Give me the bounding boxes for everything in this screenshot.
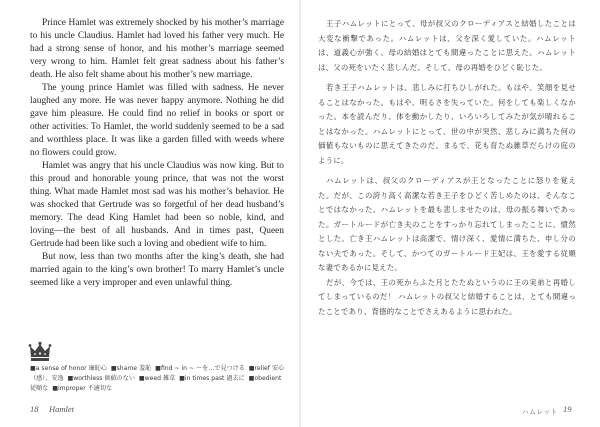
english-paragraph: But now, less than two months after the king’s death, she had married again to the king’s own brother! To marry Hamlet’s uncle seemed like a very improper and even unlawful thing. bbox=[30, 252, 284, 288]
glossary-meaning: 従順な bbox=[30, 385, 49, 392]
glossary-meaning: 廉恥心 bbox=[88, 365, 107, 372]
page-number-right: 19 bbox=[563, 404, 572, 414]
glossary-item bbox=[67, 375, 135, 382]
running-title-right: ハムレット bbox=[522, 408, 558, 416]
glossary-item bbox=[111, 365, 151, 372]
glossary-item bbox=[179, 375, 245, 382]
glossary-meaning: 不適切な bbox=[87, 385, 113, 392]
english-paragraph: Prince Hamlet was extremely shocked by his mother’s marriage to his uncle Claudius. Hamlet had loved his father very much. He had a strong sense of honor, and his mother’s marriage seemed very wrong to him. Hamlet felt great sadness about his father’s death. He also felt shame about his mother’s new marriage. bbox=[30, 18, 284, 80]
glossary-meaning: 雑草 bbox=[163, 375, 176, 382]
glossary-term: worthless bbox=[73, 375, 103, 382]
glossary-item bbox=[30, 365, 107, 372]
english-paragraph: The young prince Hamlet was filled with sadness. He never laughed any more. He was never happy anymore. Nothing he did gave him pleasure. He could find no relief in books or sport or other activities. To Hamlet, the world suddenly seemed to be a sad and worthless place. It was like a garden filled with weeds where no flowers could grow. bbox=[30, 83, 284, 158]
glossary-meaning: 〜を…で見つける bbox=[196, 365, 245, 372]
glossary-item bbox=[52, 385, 112, 392]
japanese-text bbox=[318, 17, 576, 325]
square-bullet-icon: ■ bbox=[67, 375, 74, 382]
glossary-term: in times past bbox=[184, 375, 225, 382]
glossary-meaning: 価値のない bbox=[104, 375, 135, 382]
glossary bbox=[30, 364, 288, 394]
square-bullet-icon: ■ bbox=[110, 365, 117, 372]
glossary-term: obedient bbox=[254, 375, 282, 382]
glossary-term: shame bbox=[116, 365, 138, 372]
running-title-left: Hamlet bbox=[49, 404, 75, 414]
glossary-item bbox=[139, 375, 175, 382]
glossary-meaning: 羞恥 bbox=[139, 365, 152, 372]
square-bullet-icon: ■ bbox=[52, 385, 58, 392]
square-bullet-icon: ■ bbox=[179, 375, 185, 382]
glossary-term: weed bbox=[144, 375, 162, 382]
japanese-paragraph: ハムレットは、叔父のクローディアスが王となったことに怒りを覚えた。だが、この誇り高く高潔な若き王子をひどく苦しめたのは、そんなことではなかった。ハムレットを最も悲しませたのは、母の振る舞いであった。ガートルードが亡き夫のことをすっかり忘れてしまったことに、憤然とした。亡き王ハムレットは高潔で、情け深く、愛情に満ちた、申し分のない夫であった。そして、かつてのガートルード王妃は、王を愛する従順な妻であるかに見えた。 bbox=[318, 176, 576, 272]
glossary-term: a sense of honor bbox=[35, 365, 87, 372]
crown-icon bbox=[28, 341, 52, 363]
japanese-paragraph: 若き王子ハムレットは、悲しみに打ちひしがれた。もはや、笑顔を見せることはなかった。もはや、明るさを失っていた。何をしても楽しくなかった。本を読んだり、体を動かしたり、いろいろしてみたが気が晴れることはなかった。ハムレットにとって、世の中が突然、悲しみに満ちた何の価値もないものに思えてきたのだ。まるで、花も育たぬ雑草だらけの庭のように。 bbox=[318, 83, 576, 165]
square-bullet-icon: ■ bbox=[30, 365, 36, 372]
english-text bbox=[30, 17, 284, 290]
english-paragraph: Hamlet was angry that his uncle Claudius was now king. But to this proud and honorable young prince, that was not the worst thing. What made Hamlet most sad was his mother’s behavior. He was shocked that Gertrude was so forgetful of her dead husband’s memory. The dead King Hamlet had been so noble, kind, and loving—the best of all husbands. And in times past, Queen Gertrude had been like such a loving and obedient wife to him. bbox=[30, 161, 284, 249]
japanese-paragraph: だが、今では、王の死からふた月とたたぬというのに王の実弟と再婚してしまっているのだ！ ハムレットの叔父と結婚することは、とても間違ったことであり、背徳的なことでさえあるように思われた。 bbox=[318, 277, 576, 316]
glossary-meaning: 過去に bbox=[226, 375, 245, 382]
glossary-item bbox=[155, 365, 245, 372]
square-bullet-icon: ■ bbox=[248, 375, 255, 382]
glossary-term: improper bbox=[57, 385, 86, 392]
glossary-term: find ~ in ~ bbox=[160, 365, 195, 372]
square-bullet-icon: ■ bbox=[138, 375, 145, 382]
square-bullet-icon: ■ bbox=[155, 365, 161, 372]
page-number-left: 18 bbox=[30, 404, 39, 414]
glossary-meaning: 安心（感），安逸 bbox=[30, 365, 285, 382]
square-bullet-icon: ■ bbox=[248, 365, 255, 372]
japanese-paragraph: 王子ハムレットにとって、母が叔父のクローディアスと結婚したことは大変な衝撃であった。ハムレットは、父を深く愛していた。ハムレットは、道義心が強く、母の結婚はとても間違ったことに思えた。ハムレットは、父の死をいたく悲しんだ。そして、母の再婚をひどく恥じた。 bbox=[318, 19, 576, 72]
glossary-term: relief bbox=[254, 365, 270, 372]
